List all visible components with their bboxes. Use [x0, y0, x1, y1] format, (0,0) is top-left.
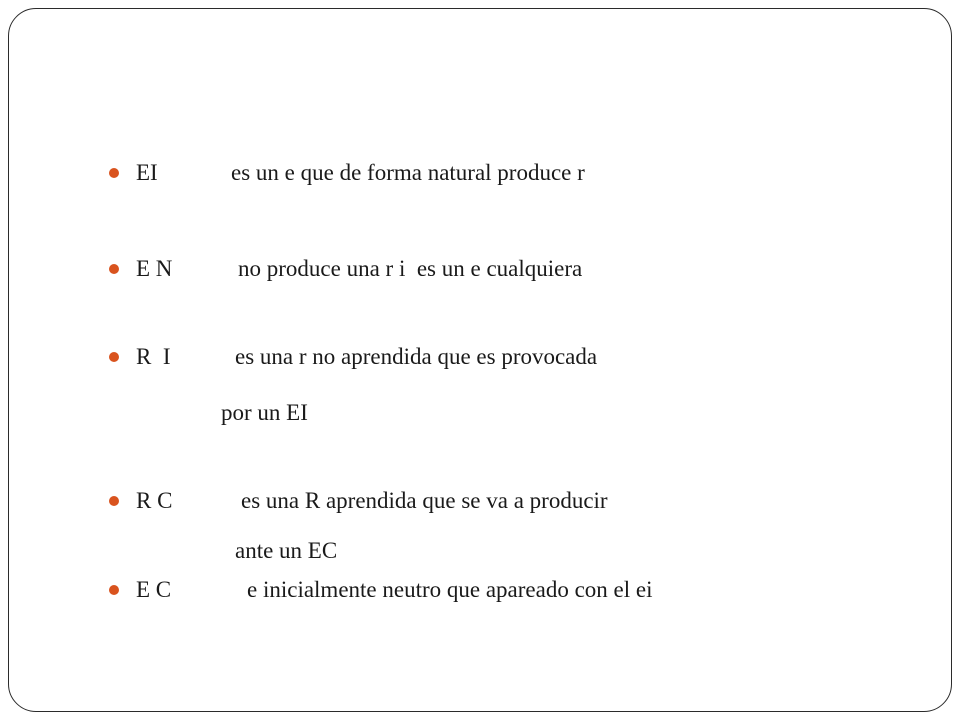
- bullet-definition: es una r no aprendida que es provocada: [235, 344, 598, 369]
- slide: [8, 8, 952, 712]
- bullet-definition: es una R aprendida que se va a producir: [241, 488, 608, 513]
- bullet-dot: [109, 585, 119, 595]
- bullet-dot: [109, 168, 119, 178]
- bullet-dot: [109, 264, 119, 274]
- bullet-dot: [109, 352, 119, 362]
- bullet-term: E C: [136, 577, 172, 602]
- bullet-continuation: por un EI: [221, 400, 308, 425]
- bullet-term: R I: [136, 344, 171, 369]
- bullet-term: E N: [136, 256, 173, 281]
- bullet-definition: es un e que de forma natural produce r: [231, 160, 585, 185]
- bullet-definition: no produce una r i es un e cualquiera: [238, 256, 583, 281]
- bullet-dot: [109, 496, 119, 506]
- bullet-continuation: ante un EC: [235, 538, 338, 563]
- bullet-term: R C: [136, 488, 173, 513]
- bullet-term: EI: [136, 160, 158, 185]
- bullet-definition: e inicialmente neutro que apareado con el ei: [247, 577, 653, 602]
